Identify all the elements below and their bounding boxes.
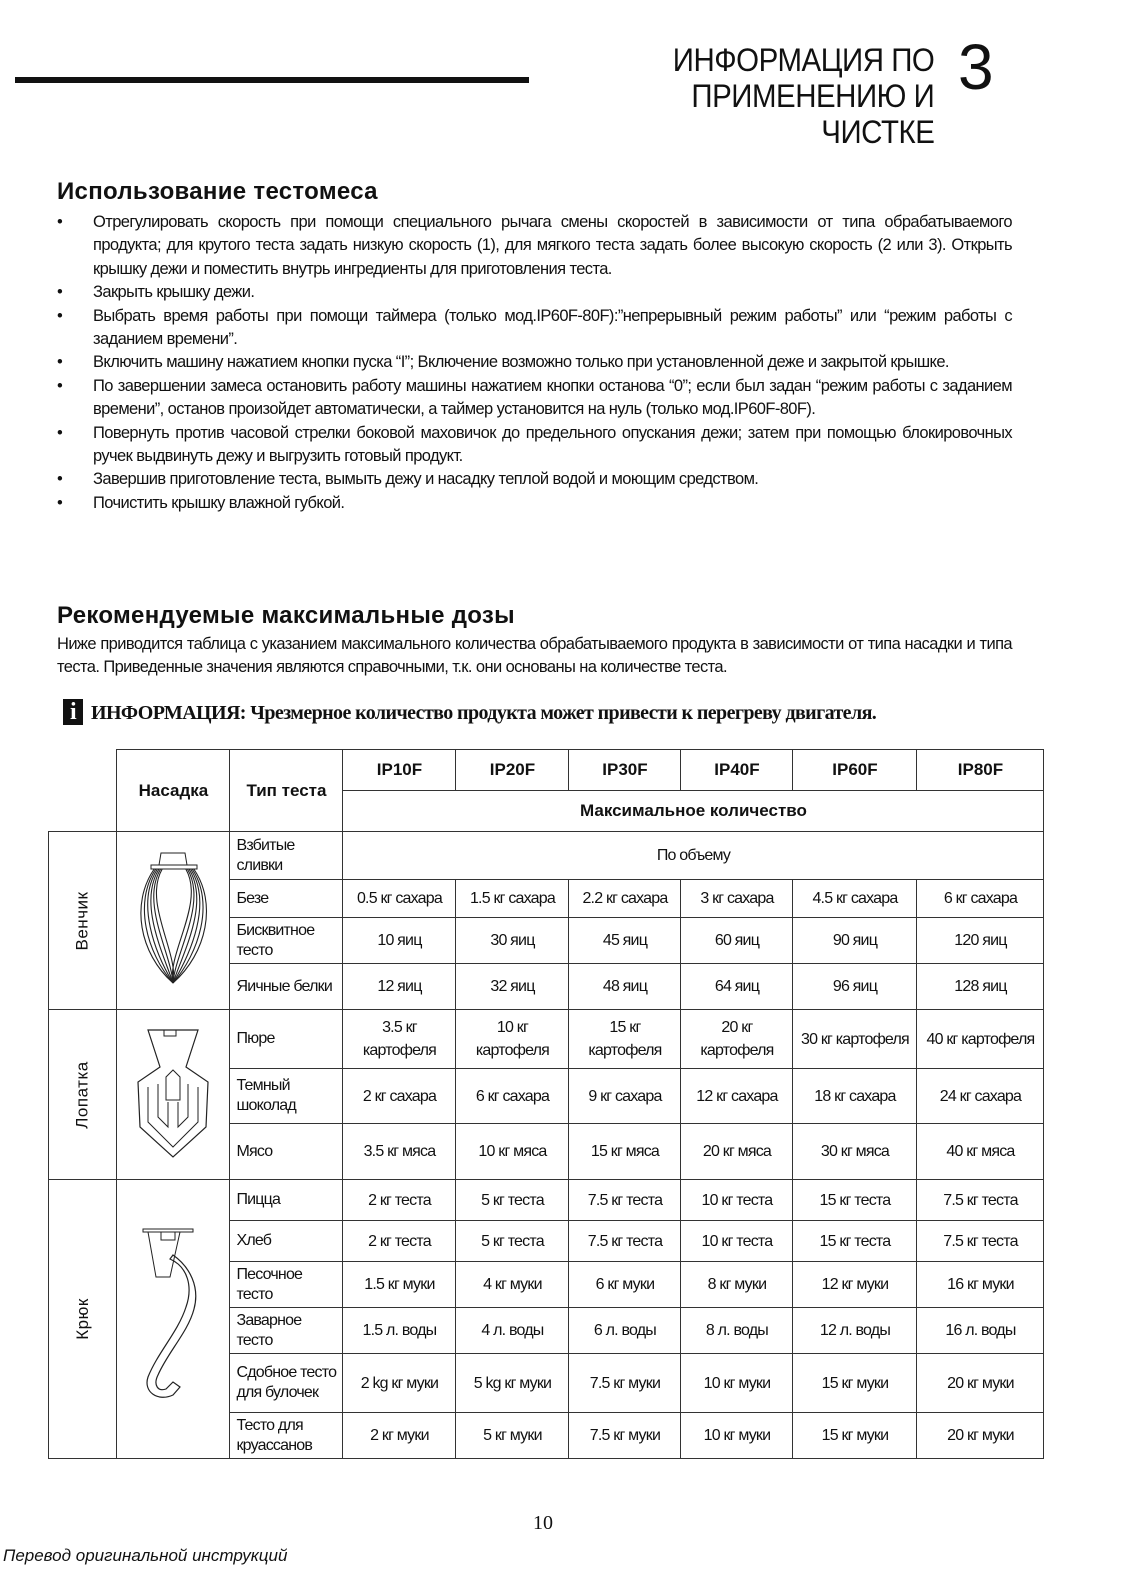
bullet-icon: • xyxy=(57,283,63,302)
table-row xyxy=(49,832,1044,880)
quantity-cell: 5 кг теста xyxy=(456,1221,569,1262)
header-attachment: Насадка xyxy=(117,750,230,832)
usage-list-item xyxy=(57,492,1012,515)
quantity-cell: 2 кг муки xyxy=(343,1413,456,1459)
quantity-cell: 45 яиц xyxy=(569,918,681,964)
quantity-cell: 24 кг сахара xyxy=(917,1069,1044,1124)
quantity-cell: 12 кг муки xyxy=(793,1262,917,1308)
header-max-quantity: Максимальное количество xyxy=(343,791,1044,832)
attachment-group-label xyxy=(49,1010,117,1180)
quantity-cell: 15 кг картофеля xyxy=(569,1010,681,1069)
quantity-cell: 3 кг сахара xyxy=(681,880,793,918)
quantity-cell: 60 яиц xyxy=(681,918,793,964)
bullet-icon: • xyxy=(57,353,63,372)
quantity-cell: 40 кг картофеля xyxy=(917,1010,1044,1069)
usage-item-text: Закрыть крышку дежи. xyxy=(93,283,255,302)
info-label: ИНФОРМАЦИЯ: xyxy=(91,702,246,724)
dough-type-cell: Сдобное тесто для булочек xyxy=(230,1354,343,1413)
quantity-cell: 1.5 кг муки xyxy=(343,1262,456,1308)
quantity-cell: 1.5 кг сахара xyxy=(456,880,569,918)
usage-heading: Использование тестомеса xyxy=(57,178,378,205)
quantity-cell: 15 кг теста xyxy=(793,1180,917,1221)
bullet-icon: • xyxy=(57,213,63,231)
chapter-title-line: ПРИМЕНЕНИЮ И xyxy=(691,78,934,114)
quantity-cell: 5 kg кг муки xyxy=(456,1354,569,1413)
attachment-group-label xyxy=(49,832,117,1010)
quantity-cell: 20 кг муки xyxy=(917,1354,1044,1413)
header-model: IP30F xyxy=(569,750,681,791)
usage-list-item xyxy=(57,305,1012,352)
page-number: 10 xyxy=(533,1512,553,1534)
whisk-icon xyxy=(123,980,223,997)
usage-item-text: Отрегулировать скорость при помощи специального рычага смены скоростей в зависимости от типа обрабатываемого продукта; для крутого теста задать низкую скорость (1), для мягкого теста задать более высокую скорость (2 или 3). Открыть крышку дежи и поместить внутрь ингредиенты для приготовления теста. xyxy=(93,213,1012,278)
quantity-cell: 30 яиц xyxy=(456,918,569,964)
quantity-cell: 8 л. воды xyxy=(681,1308,793,1354)
quantity-cell: 16 л. воды xyxy=(917,1308,1044,1354)
usage-list-item xyxy=(57,422,1012,469)
quantity-cell: 5 кг теста xyxy=(456,1180,569,1221)
dough-type-cell: Хлеб xyxy=(230,1221,343,1262)
quantity-cell: 48 яиц xyxy=(569,964,681,1010)
quantity-cell: 15 кг мяса xyxy=(569,1124,681,1180)
usage-list-item xyxy=(57,211,1012,281)
attachment-group-name: Венчик xyxy=(72,891,92,950)
quantity-cell: 4 кг муки xyxy=(456,1262,569,1308)
header-model: IP80F xyxy=(917,750,1044,791)
usage-list-item xyxy=(57,281,1012,304)
header-model: IP20F xyxy=(456,750,569,791)
quantity-cell: 30 кг мяса xyxy=(793,1124,917,1180)
quantity-cell: 64 яиц xyxy=(681,964,793,1010)
bullet-icon: • xyxy=(57,376,63,395)
attachment-image xyxy=(117,1010,230,1180)
quantity-cell: 6 л. воды xyxy=(569,1308,681,1354)
quantity-cell: 0.5 кг сахара xyxy=(343,880,456,918)
chapter-title-line: ИНФОРМАЦИЯ ПО xyxy=(672,42,934,78)
quantity-cell: 7.5 кг теста xyxy=(569,1180,681,1221)
quantity-cell: 32 яиц xyxy=(456,964,569,1010)
dough-type-cell: Бисквитное тесто xyxy=(230,918,343,964)
quantity-cell: 12 кг сахара xyxy=(681,1069,793,1124)
chapter-title xyxy=(672,42,934,150)
dough-type-cell: Мясо xyxy=(230,1124,343,1180)
info-text: Чрезмерное количество продукта может привести к перегреву двигателя. xyxy=(245,702,877,724)
dough-hook-icon xyxy=(128,1404,218,1421)
quantity-cell: 16 кг муки xyxy=(917,1262,1044,1308)
blank-corner xyxy=(49,750,117,832)
quantity-cell: 1.5 л. воды xyxy=(343,1308,456,1354)
quantity-cell: 40 кг мяса xyxy=(917,1124,1044,1180)
header-model: IP10F xyxy=(343,750,456,791)
dough-type-cell: Безе xyxy=(230,880,343,918)
quantity-cell: 6 кг муки xyxy=(569,1262,681,1308)
info-notice xyxy=(63,699,876,725)
doses-heading: Рекомендуемые максимальные дозы xyxy=(57,602,515,629)
attachment-group-label xyxy=(49,1180,117,1459)
dough-type-cell: Пюре xyxy=(230,1010,343,1069)
quantity-cell: 15 кг муки xyxy=(793,1354,917,1413)
quantity-cell: 10 кг муки xyxy=(681,1354,793,1413)
quantity-cell: 6 кг сахара xyxy=(917,880,1044,918)
quantity-cell: 4 л. воды xyxy=(456,1308,569,1354)
quantity-cell: 2.2 кг сахара xyxy=(569,880,681,918)
paddle-icon xyxy=(118,1149,228,1166)
table-row xyxy=(49,1010,1044,1069)
header-dough-type: Тип теста xyxy=(230,750,343,832)
quantity-cell: 2 кг сахара xyxy=(343,1069,456,1124)
quantity-cell: 2 кг теста xyxy=(343,1180,456,1221)
quantity-cell: 10 кг мяса xyxy=(456,1124,569,1180)
quantity-cell: 6 кг сахара xyxy=(456,1069,569,1124)
bullet-icon: • xyxy=(57,423,63,442)
usage-list xyxy=(57,211,1012,515)
quantity-cell: 5 кг муки xyxy=(456,1413,569,1459)
quantity-cell: 20 кг картофеля xyxy=(681,1010,793,1069)
dough-type-cell: Яичные белки xyxy=(230,964,343,1010)
attachment-group-name: Крюк xyxy=(72,1298,92,1340)
quantity-cell: 3.5 кг мяса xyxy=(343,1124,456,1180)
quantity-cell: 9 кг сахара xyxy=(569,1069,681,1124)
dough-type-cell: Тесто для круассанов xyxy=(230,1413,343,1459)
usage-item-text: Почистить крышку влажной губкой. xyxy=(93,493,345,512)
quantity-cell: 4.5 кг сахара xyxy=(793,880,917,918)
quantity-cell: 7.5 кг теста xyxy=(917,1180,1044,1221)
attachment-image xyxy=(117,1180,230,1459)
merged-value-cell: По объему xyxy=(343,832,1044,880)
max-doses-table xyxy=(48,749,1044,1459)
dough-type-cell: Заварное тесто xyxy=(230,1308,343,1354)
quantity-cell: 15 кг теста xyxy=(793,1221,917,1262)
usage-list-item xyxy=(57,468,1012,491)
quantity-cell: 10 кг муки xyxy=(681,1413,793,1459)
dough-type-cell: Пицца xyxy=(230,1180,343,1221)
dough-type-cell: Песочное тесто xyxy=(230,1262,343,1308)
chapter-title-line: ЧИСТКЕ xyxy=(820,114,934,150)
quantity-cell: 10 кг теста xyxy=(681,1221,793,1262)
quantity-cell: 128 яиц xyxy=(917,964,1044,1010)
bullet-icon: • xyxy=(57,470,63,489)
usage-item-text: Повернуть против часовой стрелки боковой маховичок до предельного опускания дежи; затем при помощью блокировочных ручек выдвинуть дежу и выгрузить готовый продукт. xyxy=(93,423,1012,466)
bullet-icon: • xyxy=(57,306,63,325)
quantity-cell: 12 л. воды xyxy=(793,1308,917,1354)
header-model: IP60F xyxy=(793,750,917,791)
usage-list-item xyxy=(57,375,1012,422)
quantity-cell: 90 яиц xyxy=(793,918,917,964)
quantity-cell: 2 кг теста xyxy=(343,1221,456,1262)
header-rule xyxy=(15,77,529,83)
bullet-icon: • xyxy=(57,493,63,512)
quantity-cell: 15 кг муки xyxy=(793,1413,917,1459)
attachment-image xyxy=(117,832,230,1010)
dough-type-cell: Взбитые сливки xyxy=(230,832,343,880)
usage-item-text: Включить машину нажатием кнопки пуска “I”; Включение возможно только при установленной деже и закрытой крышке. xyxy=(93,353,949,372)
quantity-cell: 18 кг сахара xyxy=(793,1069,917,1124)
quantity-cell: 10 кг теста xyxy=(681,1180,793,1221)
quantity-cell: 10 яиц xyxy=(343,918,456,964)
quantity-cell: 8 кг муки xyxy=(681,1262,793,1308)
info-icon: i xyxy=(63,699,83,725)
header-model: IP40F xyxy=(681,750,793,791)
usage-item-text: Выбрать время работы при помощи таймера (только мод.IP60F-80F):”непрерывный режим работы” или “режим работы с заданием времени”. xyxy=(93,306,1012,349)
quantity-cell: 30 кг картофеля xyxy=(793,1010,917,1069)
quantity-cell: 20 кг муки xyxy=(917,1413,1044,1459)
quantity-cell: 20 кг мяса xyxy=(681,1124,793,1180)
chapter-number: 3 xyxy=(958,31,994,103)
doses-intro: Ниже приводится таблица с указанием максимального количества обрабатываемого продукта в зависимости от типа насадки и типа теста. Приведенные значения являются справочными, т.к. они основаны на количестве теста. xyxy=(57,635,1012,676)
quantity-cell: 120 яиц xyxy=(917,918,1044,964)
table-row xyxy=(49,1180,1044,1221)
quantity-cell: 12 яиц xyxy=(343,964,456,1010)
quantity-cell: 7.5 кг теста xyxy=(569,1221,681,1262)
usage-item-text: По завершении замеса остановить работу машины нажатием кнопки останова “0”; если был задан “режим работы с заданием времени”, останов произойдет автоматически, а таймер установится на нуль (только мод.IP60F-80F). xyxy=(93,376,1012,419)
quantity-cell: 7.5 кг муки xyxy=(569,1413,681,1459)
quantity-cell: 7.5 кг муки xyxy=(569,1354,681,1413)
dough-type-cell: Темный шоколад xyxy=(230,1069,343,1124)
usage-list-item xyxy=(57,351,1012,374)
quantity-cell: 10 кг картофеля xyxy=(456,1010,569,1069)
quantity-cell: 96 яиц xyxy=(793,964,917,1010)
footer-note: Перевод оригинальной инструкций xyxy=(3,1546,288,1565)
attachment-group-name: Лопатка xyxy=(72,1060,92,1129)
usage-item-text: Завершив приготовление теста, вымыть дежу и насадку теплой водой и моющим средством. xyxy=(93,470,759,489)
quantity-cell: 3.5 кг картофеля xyxy=(343,1010,456,1069)
quantity-cell: 7.5 кг теста xyxy=(917,1221,1044,1262)
quantity-cell: 2 kg кг муки xyxy=(343,1354,456,1413)
